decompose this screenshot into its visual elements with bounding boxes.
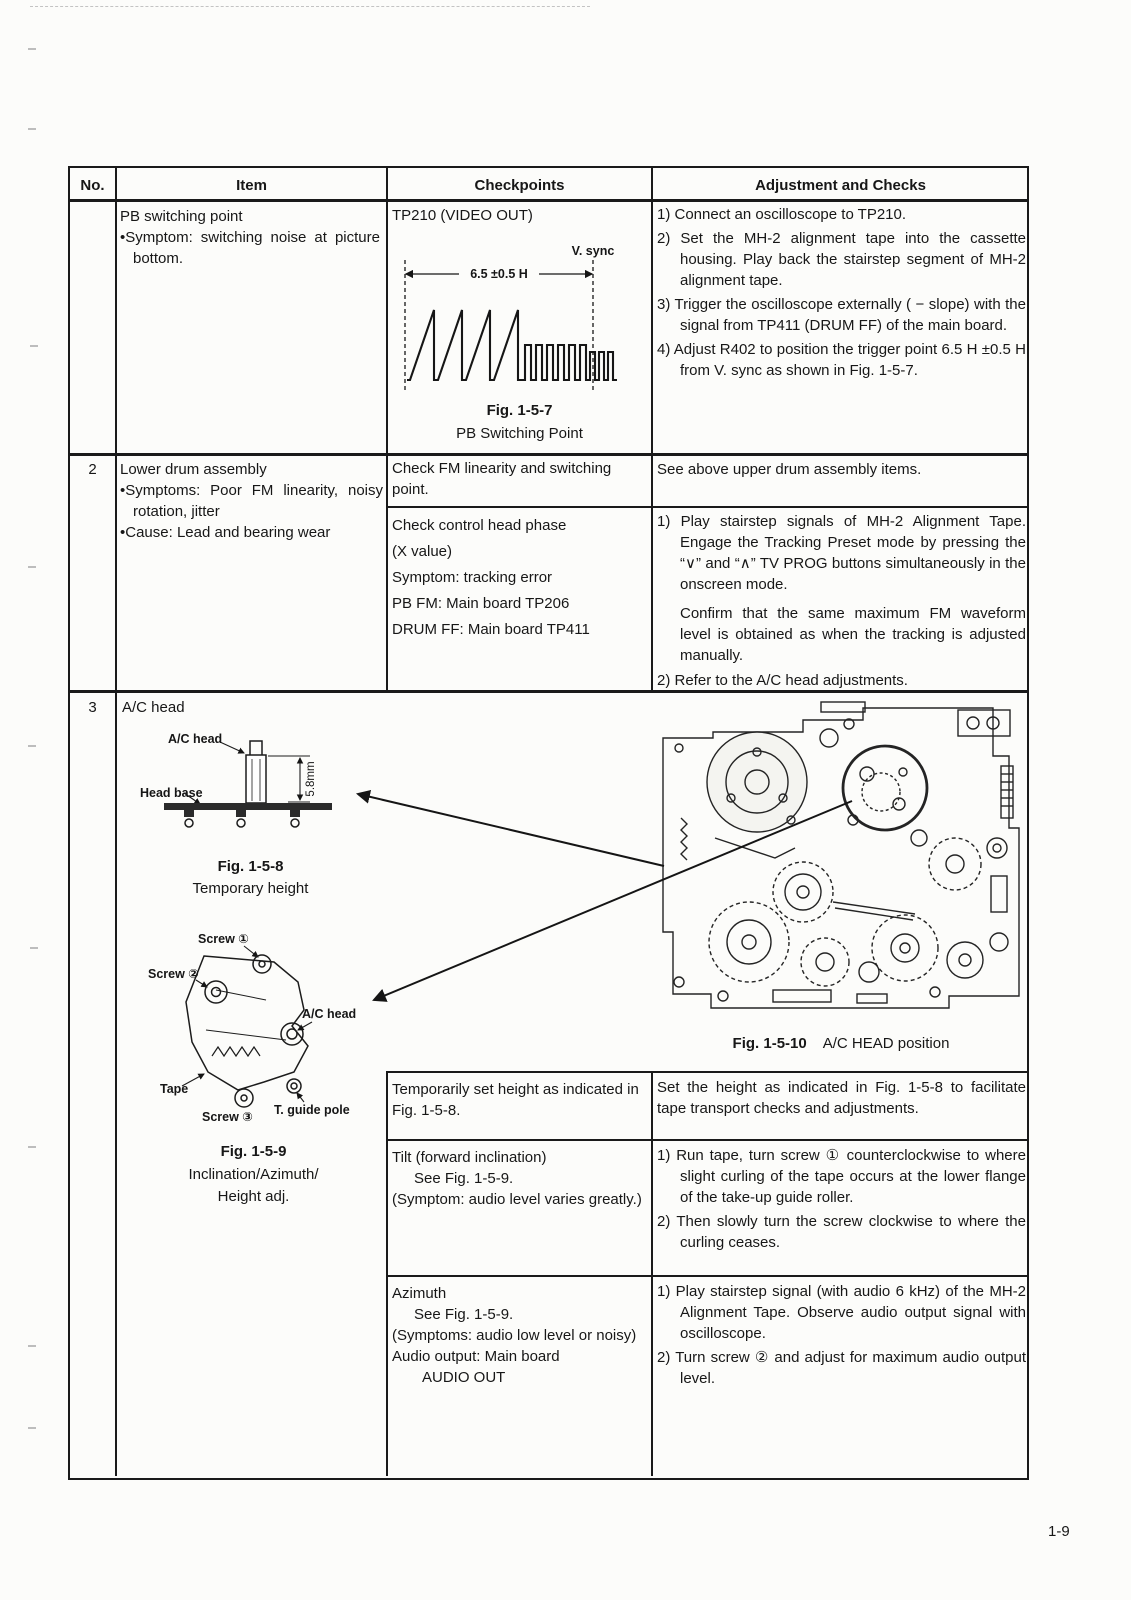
checkpoint-line: See Fig. 1-5-9. — [414, 1170, 514, 1187]
scan-artifact — [28, 1146, 36, 1148]
item-symptom-note: •Symptoms: Poor FM linearity, noisy rotation, jitter — [120, 482, 383, 520]
row3-sub1-checkpoint: Temporarily set height as indicated in Fig. 1-5-8. — [392, 1081, 639, 1119]
waveform-dimension-label: 6.5 ±0.5 H — [470, 267, 528, 281]
row1-checkpoint-title: TP210 (VIDEO OUT) — [392, 207, 533, 224]
checkpoint-line: Check control head phase — [392, 517, 567, 534]
adjustment-step: 2) Then slowly turn the screw clockwise to where the curling ceases. — [657, 1213, 1026, 1251]
scan-artifact — [28, 1345, 36, 1347]
head-base-label: Head base — [140, 786, 203, 800]
adjustment-step: 4) Adjust R402 to position the trigger point 6.5 H ±0.5 H from V. sync as shown in Fig. 1-5-7. — [657, 341, 1026, 379]
adjustment-step: 1) Run tape, turn screw ① counterclockwise to where slight curling of the tape occurs at the lower flange of the take-up guide roller. — [657, 1147, 1026, 1206]
table-gridline — [386, 1071, 388, 1476]
ac-head-label: A/C head — [302, 1007, 357, 1021]
table-gridline — [386, 506, 1028, 508]
adjustment-step: 1) Play stairstep signal (with audio 6 kHz) of the MH-2 Alignment Tape. Observe audio output signal with oscilloscope. — [657, 1283, 1026, 1342]
adjustment-note: Confirm that the same maximum FM waveform level is obtained as when the tracking is adjusted manually. — [680, 605, 1026, 664]
page-number: 1-9 — [1048, 1523, 1070, 1540]
screw3-label: Screw ③ — [202, 1110, 253, 1124]
checkpoint-line: Audio output: Main board — [392, 1348, 560, 1365]
fig-1-5-9-caption-line2: Height adj. — [217, 1188, 290, 1205]
row1-item-cell — [120, 206, 380, 269]
checkpoint-line: Symptom: tracking error — [392, 569, 553, 586]
adjustment-step: 2) Refer to the A/C head adjustments. — [657, 672, 908, 689]
scan-artifact — [30, 6, 590, 7]
mechanism-deck-diagram — [653, 696, 1029, 1026]
table-gridline — [386, 1071, 1028, 1073]
ac-head-side-view-diagram — [138, 727, 353, 855]
screw2-label: Screw ② — [148, 967, 199, 981]
checkpoint-line: (X value) — [392, 543, 453, 560]
row3-sub2-adjustment — [657, 1145, 1026, 1256]
pb-switching-waveform-diagram — [397, 240, 635, 400]
adjustment-step: 2) Turn screw ② and adjust for maximum audio output level. — [657, 1349, 1026, 1387]
table-gridline — [115, 166, 117, 1476]
row3-sub3-checkpoint — [392, 1283, 646, 1388]
scan-artifact — [30, 947, 38, 949]
scan-artifact — [28, 1427, 36, 1429]
row2-sub1-adjustment: See above upper drum assembly items. — [657, 461, 922, 478]
column-header-adjustment: Adjustment and Checks — [755, 177, 926, 194]
row2-sub2-checkpoint — [392, 513, 647, 643]
scan-artifact — [28, 128, 36, 130]
row2-sub2-adjustment — [657, 511, 1026, 694]
checkpoint-line: Azimuth — [392, 1285, 447, 1302]
vsync-label: V. sync — [571, 244, 615, 258]
row3-sub3-adjustment — [657, 1281, 1026, 1392]
scan-artifact — [28, 48, 36, 50]
fig-1-5-7-caption: PB Switching Point — [456, 425, 583, 442]
adjustment-step: 1) Play stairstep signals of MH-2 Alignment Tape. Engage the Tracking Preset mode by pressing the “∨” and “∧” TV PROG buttons simultaneously in the onscreen mode. — [657, 513, 1026, 593]
ac-head-label: A/C head — [168, 732, 223, 746]
table-gridline — [386, 1139, 1028, 1141]
fig-1-5-9-caption-line1: Inclination/Azimuth/ — [188, 1166, 319, 1183]
table-gridline — [68, 453, 1028, 456]
column-header-item: Item — [236, 177, 267, 194]
row3-sub1-adjustment: Set the height as indicated in Fig. 1-5-8 to facilitate tape transport checks and adjustments. — [657, 1079, 1026, 1117]
table-gridline — [68, 199, 1028, 202]
table-gridline — [651, 1071, 653, 1476]
guide-pole-label: T. guide pole — [274, 1103, 350, 1117]
fig-1-5-10-caption — [653, 1033, 1029, 1054]
fig-1-5-8-number: Fig. 1-5-8 — [217, 858, 284, 875]
item-title: Lower drum assembly — [120, 461, 267, 478]
item-cause-note: •Cause: Lead and bearing wear — [120, 524, 331, 541]
table-gridline — [386, 1275, 1028, 1277]
tape-label: Tape — [160, 1082, 189, 1096]
row2-number: 2 — [88, 461, 97, 478]
row3-sub2-checkpoint — [392, 1147, 646, 1210]
row3-item-title: A/C head — [122, 699, 185, 716]
checkpoint-line: DRUM FF: Main board TP411 — [392, 621, 590, 638]
scan-artifact — [28, 566, 36, 568]
fig-1-5-9-number: Fig. 1-5-9 — [220, 1143, 287, 1160]
scan-artifact — [28, 745, 36, 747]
adjustment-step: 2) Set the MH-2 alignment tape into the cassette housing. Play back the stairstep segment of MH-2 alignment tape. — [657, 230, 1026, 289]
checkpoint-line: (Symptoms: audio low level or noisy) — [392, 1327, 637, 1344]
screw1-label: Screw ① — [198, 932, 249, 946]
row3-number: 3 — [88, 699, 97, 716]
table-gridline — [651, 166, 653, 692]
adjustment-step: 3) Trigger the oscilloscope externally ( − slope) with the signal from TP411 (DRUM FF) of the main board. — [657, 296, 1026, 334]
fig-1-5-7-number: Fig. 1-5-7 — [486, 402, 553, 419]
checkpoint-line: AUDIO OUT — [422, 1369, 506, 1386]
row1-adjustment-cell — [657, 204, 1026, 384]
row2-item-cell — [120, 459, 383, 543]
fig-1-5-10-number: Fig. 1-5-10 — [732, 1035, 807, 1052]
fig-1-5-10-text: A/C HEAD position — [822, 1035, 950, 1052]
checkpoint-line: Tilt (forward inclination) — [392, 1149, 547, 1166]
checkpoint-line: PB FM: Main board TP206 — [392, 595, 570, 612]
item-symptom-note: •Symptom: switching noise at picture bottom. — [120, 229, 380, 267]
column-header-no: No. — [80, 177, 105, 194]
column-header-checkpoints: Checkpoints — [474, 177, 565, 194]
adjustment-step: 1) Connect an oscilloscope to TP210. — [657, 206, 907, 223]
scan-artifact — [30, 345, 38, 347]
item-title: PB switching point — [120, 208, 243, 225]
row2-sub1-checkpoint: Check FM linearity and switching point. — [392, 460, 612, 498]
fig-1-5-8-caption: Temporary height — [192, 880, 309, 897]
checkpoint-line: (Symptom: audio level varies greatly.) — [392, 1191, 642, 1208]
ac-head-top-view-diagram — [146, 930, 381, 1130]
height-dimension-label: 5.8mm — [305, 761, 317, 797]
checkpoint-line: See Fig. 1-5-9. — [414, 1306, 514, 1323]
